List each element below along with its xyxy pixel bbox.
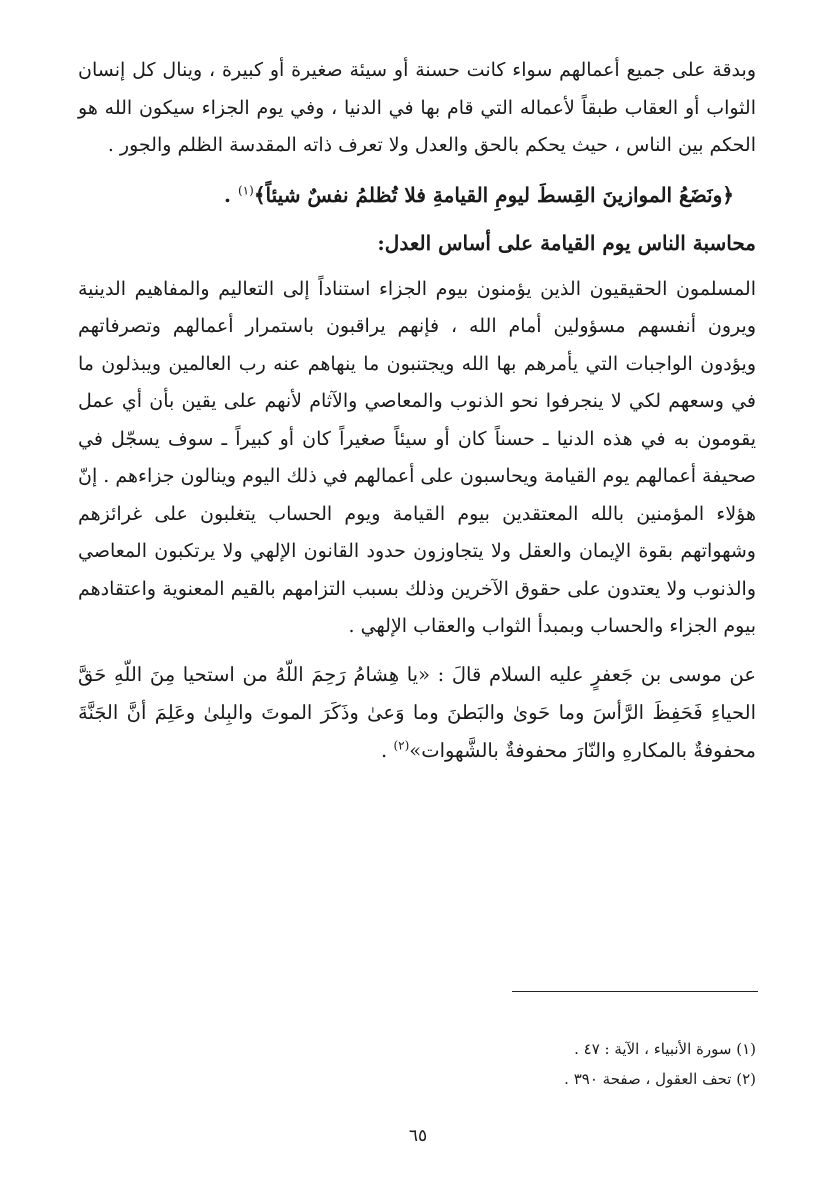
quran-verse-line (78, 175, 756, 215)
quran-verse-end: . (224, 182, 238, 207)
page-body (78, 52, 756, 770)
hadith-paragraph (78, 656, 756, 770)
quran-verse: ﴿ونَضَعُ الموازينَ القِسطَ ليومِ القيامةِ فلا تُظلمُ نفسٌ شيئاً﴾ (253, 182, 734, 207)
main-paragraph: المسلمون الحقيقيون الذين يؤمنون بيوم الجزاء استناداً إلى التعاليم والمفاهيم الدينية ويرون أنفسهم مسؤولين أمام الله ، فإنهم يراقبون باستمرار أعمالهم وتصرفاتهم ويؤدون الواجبات التي يأمرهم بها الله ويجتنبون ما ينهاهم عنه رب العالمين ويبذلون ما في وسعهم لكي لا ينجرفوا نحو الذنوب والمعاصي والآثام لأنهم على يقين بأن أي عمل يقومون به في هذه الدنيا ـ حسناً كان أو سيئاً صغيراً كان أو كبيراً ـ سوف يسجّل في صحيفة أعمالهم يوم القيامة ويحاسبون على أعمالهم في ذلك اليوم وينالون جزاءهم . إنّ هؤلاء المؤمنين بالله المعتقدين بيوم القيامة ويوم الحساب يتغلبون على غرائزهم وشهواتهم بقوة الإيمان والعقل ولا يتجاوزون حدود القانون الإلهي ولا يرتكبون المعاصي والذنوب ولا يعتدون على حقوق الآخرين وذلك بسبب التزامهم بالقيم المعنوية واعتقادهم بيوم الجزاء والحساب وبمبدأ الثواب والعقاب الإلهي . (78, 277, 756, 637)
page-number: ٦٥ (408, 1126, 428, 1146)
footnotes (564, 1034, 756, 1094)
footnote-1: (١) سورة الأنبياء ، الآية : ٤٧ . (574, 1040, 756, 1058)
footnote-ref-1: (١) (237, 182, 254, 197)
footnote-2: (٢) تحف العقول ، صفحة ٣٩٠ . (564, 1070, 756, 1088)
hadith-end: . (381, 738, 394, 762)
intro-paragraph: وبدقة على جميع أعمالهم سواء كانت حسنة أو سيئة صغيرة أو كبيرة ، وينال كل إنسان الثواب أو العقاب طبقاً لأعماله التي قام بها في الدنيا ، وفي يوم الجزاء سيكون الله هو الحكم بين الناس ، حيث يحكم بالحق والعدل ولا تعرف ذاته المقدسة الظلم والجور . (78, 59, 756, 156)
footnote-divider (512, 991, 758, 992)
hadith-text: عن موسى بن جَعفرٍ عليه السلام قالَ : «يا هِشامُ رَحِمَ اللّهُ من استحيا مِنَ اللّهِ حَقَّ الحياءِ فَحَفِظَ الرَّأسَ وما حَوىٰ والبَطنَ وما وَعىٰ وذَكَرَ الموتَ والبِلىٰ وعَلِمَ أنَّ الجَنَّةَ محفوفةٌ بالمكارهِ والنّارَ محفوفةٌ بالشَّهوات» (78, 662, 756, 762)
footnote-ref-2: (٢) (393, 738, 410, 752)
section-heading: محاسبة الناس يوم القيامة على أساس العدل: (377, 230, 756, 255)
